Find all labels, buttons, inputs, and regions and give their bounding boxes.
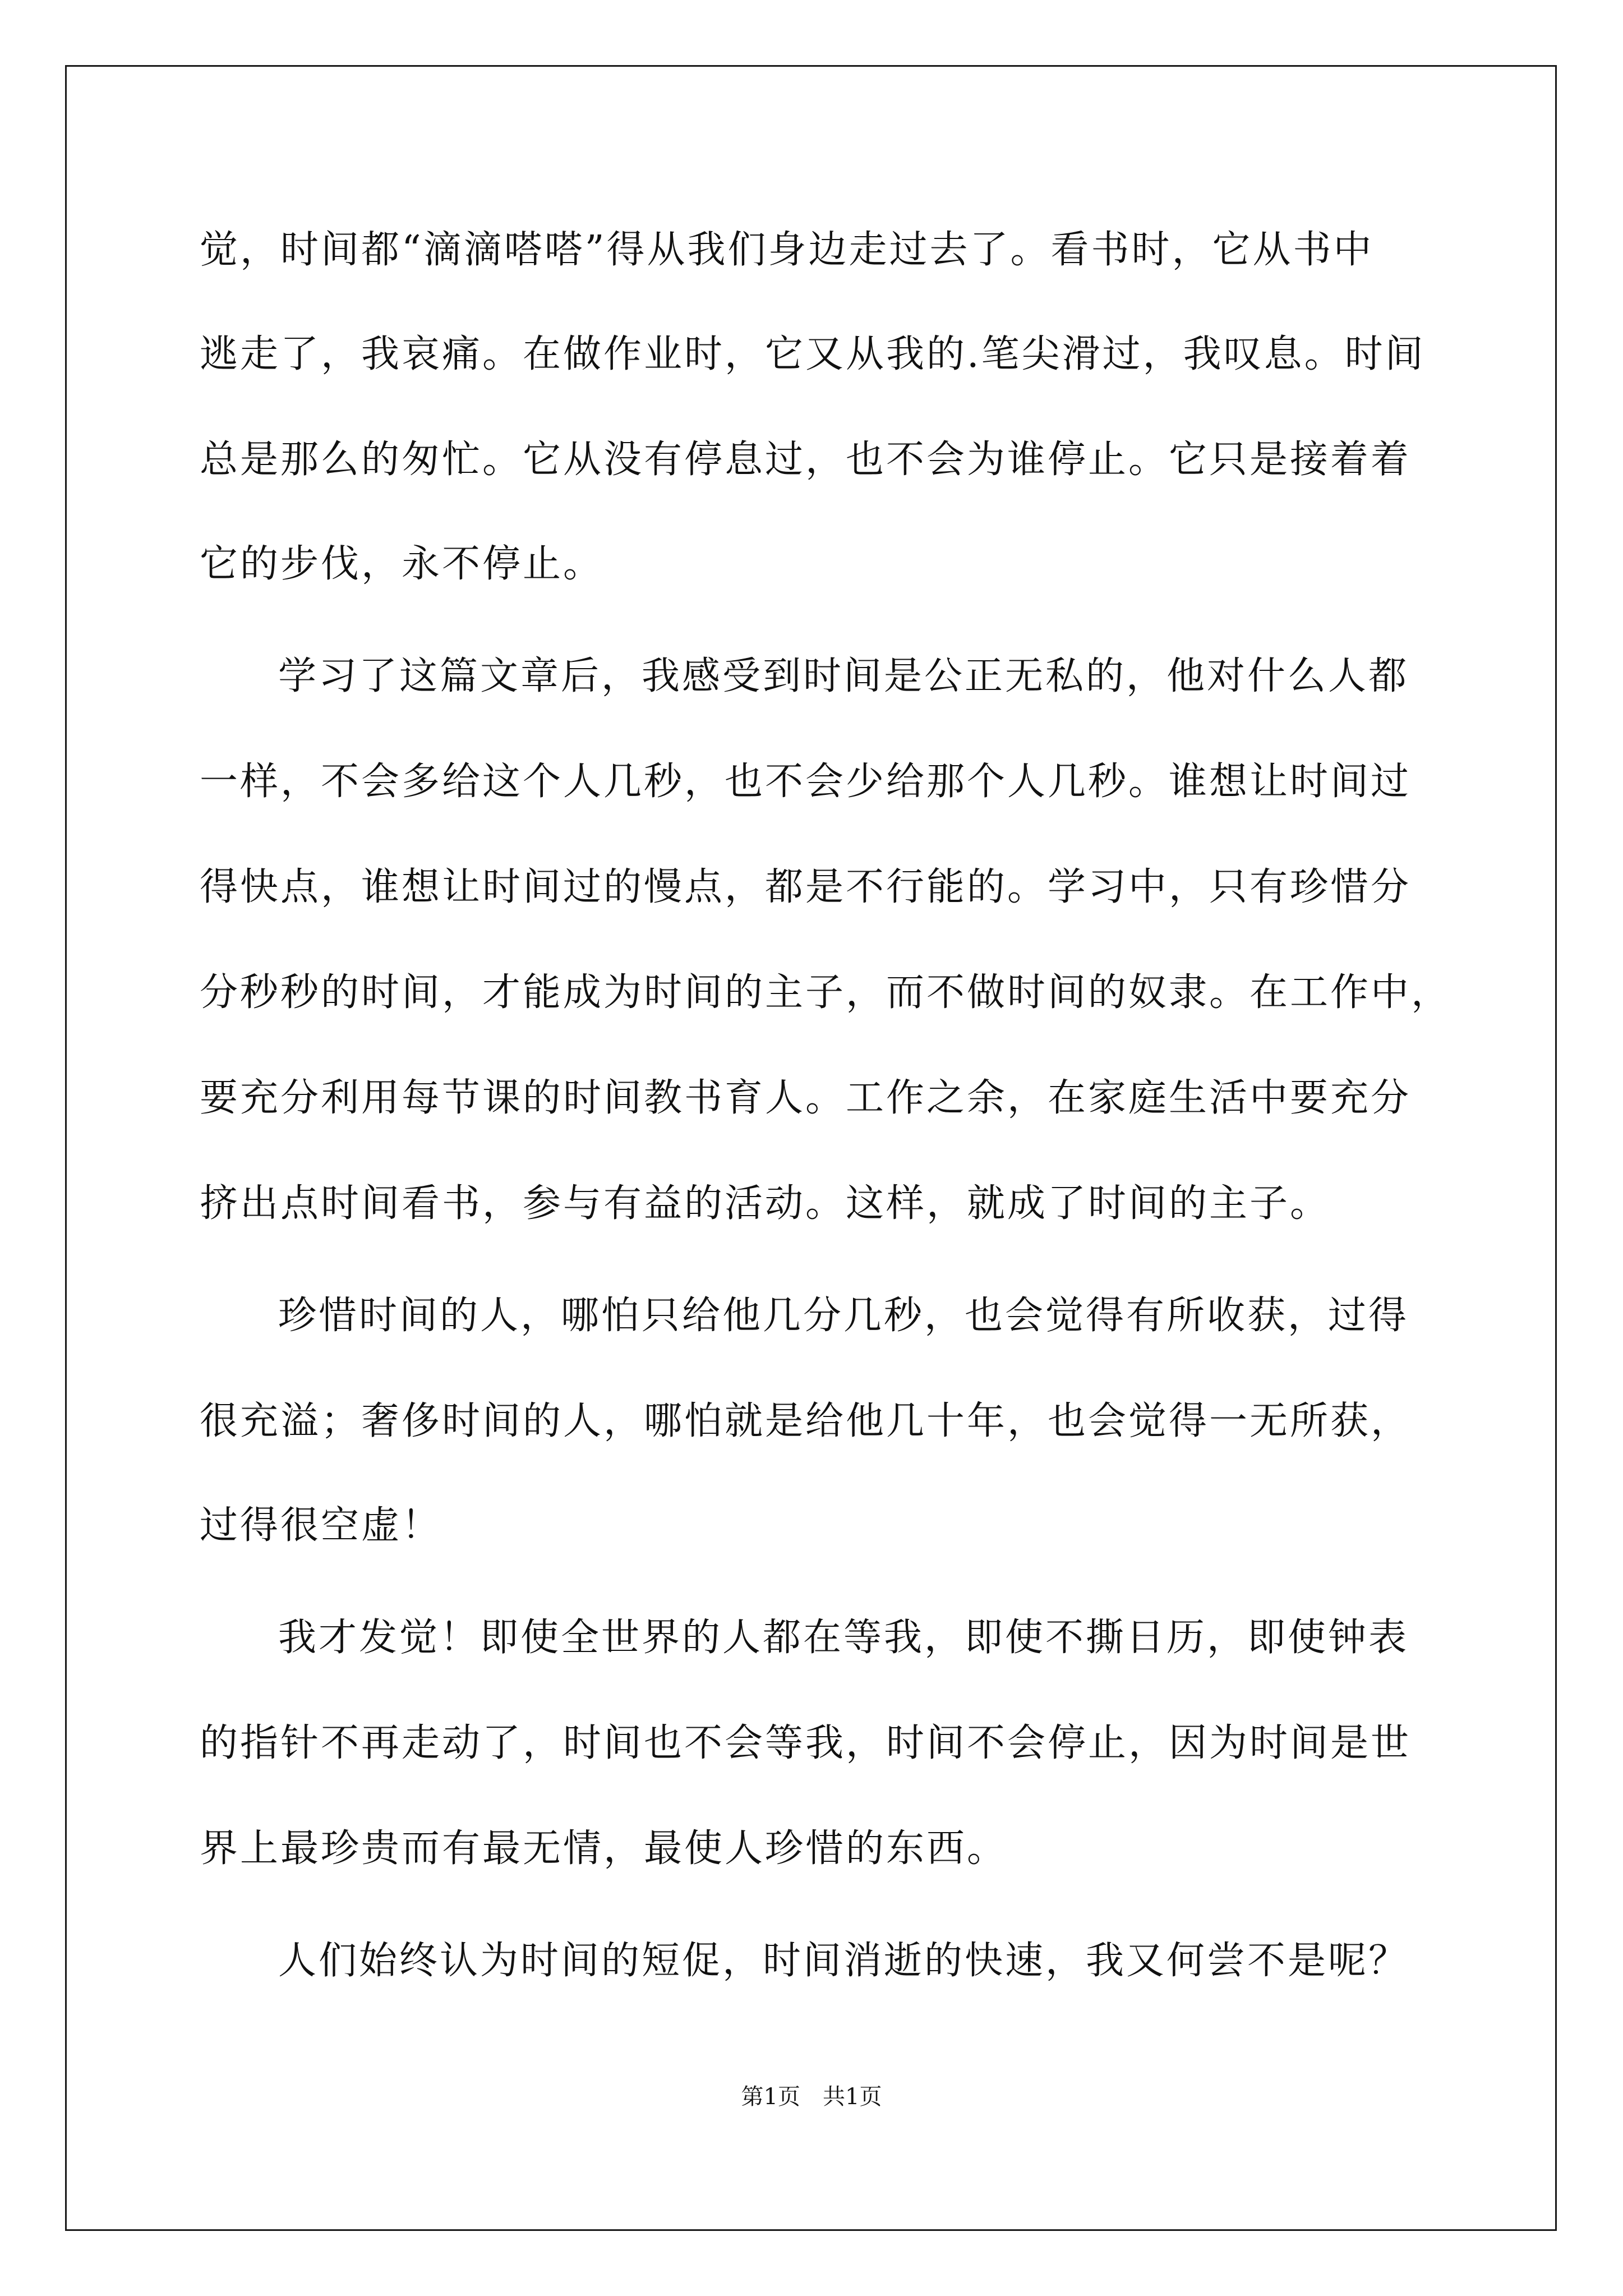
paragraph-line: 一样，不会多给这个人几秒，也不会少给那个人几秒。谁想让时间过 [200, 760, 1412, 804]
paragraph-line: 分秒秒的时间，才能成为时间的主子，而不做时间的奴隶。在工作中， [200, 970, 1452, 1015]
paragraph-line: 人们始终认为时间的短促，时间消逝的快速，我又何尝不是呢？ [278, 1939, 1409, 1983]
page-border [65, 65, 1557, 2231]
paragraph-line: 过得很空虚！ [200, 1503, 442, 1548]
paragraph-line: 界上最珍贵而有最无情，最使人珍惜的东西。 [200, 1826, 1008, 1871]
paragraph-line: 学习了这篇文章后，我感受到时间是公正无私的，他对什么人都 [278, 654, 1409, 698]
paragraph-line: 挤出点时间看书，参与有益的活动。这样，就成了时间的主子。 [200, 1181, 1331, 1226]
paragraph-line: 得快点，谁想让时间过的慢点，都是不行能的。学习中，只有珍惜分 [200, 865, 1412, 909]
paragraph-line: 觉，时间都“滴滴嗒嗒”得从我们身边走过去了。看书时，它从书中 [200, 228, 1374, 272]
paragraph-line: 的指针不再走动了，时间也不会等我，时间不会停止，因为时间是世 [200, 1721, 1412, 1765]
paragraph-line: 逃走了，我哀痛。在做作业时，它又从我的.笔尖滑过，我叹息。时间 [200, 332, 1426, 376]
paragraph-line: 要充分利用每节课的时间教书育人。工作之余，在家庭生活中要充分 [200, 1076, 1412, 1120]
paragraph-line: 很充溢；奢侈时间的人，哪怕就是给他几十年，也会觉得一无所获， [200, 1399, 1412, 1443]
paragraph-line: 总是那么的匆忙。它从没有停息过，也不会为谁停止。它只是接着着 [200, 438, 1412, 482]
paragraph-line: 我才发觉！即使全世界的人都在等我，即使不撕日历，即使钟表 [278, 1616, 1409, 1660]
page-number-footer: 第1页 共1页 [741, 2084, 882, 2110]
paragraph-line: 珍惜时间的人，哪怕只给他几分几秒，也会觉得有所收获，过得 [278, 1294, 1409, 1338]
paragraph-line: 它的步伐，永不停止。 [200, 542, 604, 586]
